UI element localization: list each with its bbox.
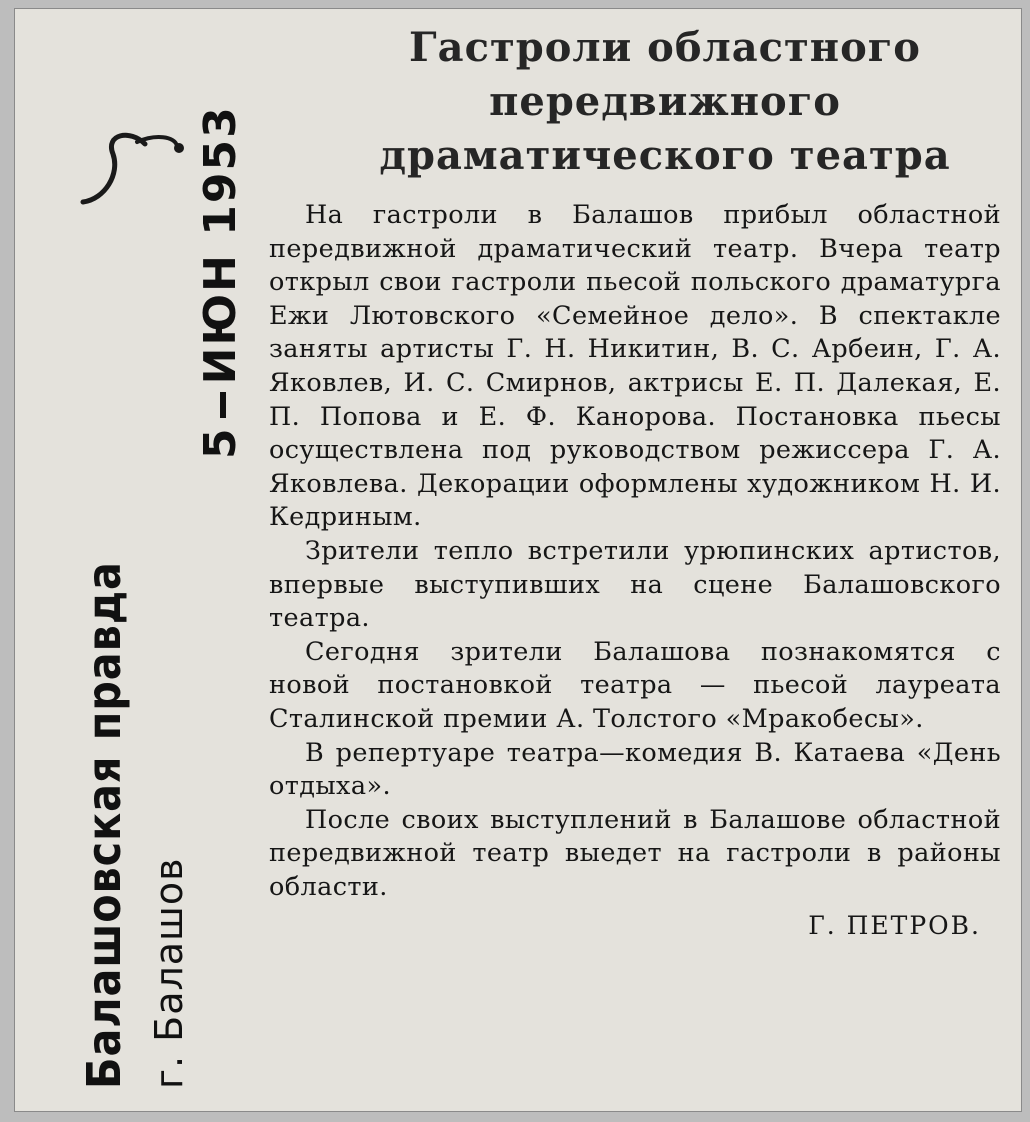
article-paragraph: Зрители тепло встретили урюпинских артистов, впервые выступивших на сцене Балашовского театра. [269,535,1001,634]
article-paragraph: В репертуаре театра—комедия В. Катаева «День отдыха». [269,737,1001,802]
stamp-date-year: 1953 [195,105,246,236]
article-paragraph: После своих выступлений в Балашове областной передвижной театр выедет на гастроли в районы области. [269,804,1001,902]
article-paragraph: На гастроли в Балашов прибыл областной передвижной драматический театр. Вчера театр открыл свои гастроли пьесой польского драматурга Ежи Лютовского «Семейное дело». В спектакле заняты артисты Г. Н. Никитин, В. С. Арбеин, Г. А. Яковлев, И. С. Смирнов, актрисы Е. П. Далекая, Е. П. Попова и Е. Ф. Канорова. Постановка пьесы осуществлена под руководством режиссера Г. А. Яковлева. Декорации оформлены художником Н. И. Кедриным. [269,200,1001,533]
stamp-date-dash [220,392,226,418]
headline-line: передвижного [489,78,841,125]
article-paragraph: Сегодня зрители Балашова познакомятся с новой постановкой театра — пьесой лауреата Сталинской премии А. Толстого «Мракобесы». [269,636,1001,734]
newspaper-stamp [55,39,265,1099]
stamp-date [195,105,246,459]
stamp-date-day: 5 [195,426,246,459]
headline-line: Гастроли областного [409,24,921,71]
article [269,21,1001,944]
article-headline [269,21,1001,183]
headline-line: драматического театра [379,132,951,179]
stamp-city: г. Балашов [147,857,191,1089]
stamp-newspaper-name: Балашовская правда [77,561,131,1089]
article-signature: Г. ПЕТРОВ. [808,911,981,941]
newspaper-clipping [14,8,1022,1112]
stamp-date-month: ИЮН [195,253,246,385]
